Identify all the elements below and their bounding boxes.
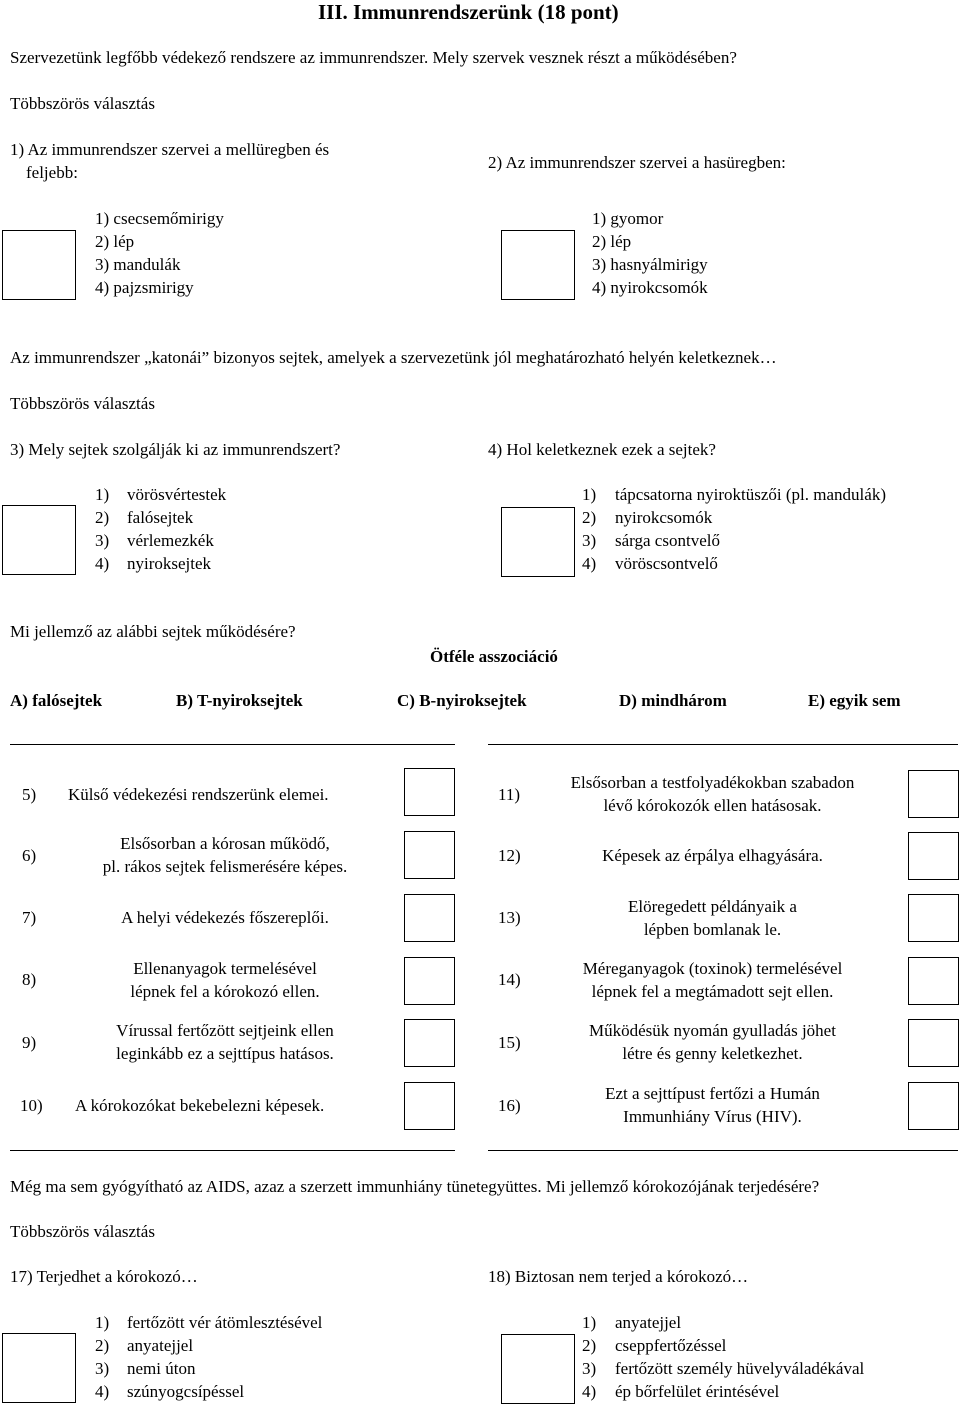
assoc-choice-d: D) mindhárom (619, 691, 727, 710)
q3-option-num: 3) (95, 531, 110, 550)
divider (488, 1150, 958, 1151)
item-text: A kórokozókat bekebelezni képesek. (75, 1096, 325, 1115)
item-text: A helyi védekezés főszereplői. (121, 908, 329, 927)
q1-answer-box[interactable] (2, 230, 76, 300)
q3-option-text: vörösvértestek (127, 485, 227, 504)
item-text: Immunhiány Vírus (HIV). (623, 1107, 802, 1126)
q18-option-text: ép bőrfelület érintésével (615, 1382, 780, 1401)
multi-choice-label-1: Többszörös választás (10, 94, 155, 113)
item-text: lépnek fel a megtámadott sejt ellen. (591, 982, 834, 1001)
assoc-choice-c: C) B-nyiroksejtek (397, 691, 527, 710)
q17-option-num: 2) (95, 1336, 110, 1355)
q4-answer-box[interactable] (501, 507, 575, 577)
item-answer-box[interactable] (404, 1082, 455, 1130)
q17-option-num: 4) (95, 1382, 110, 1401)
q17-option-num: 1) (95, 1313, 110, 1332)
q4-option-num: 1) (582, 485, 597, 504)
item-num: 7) (22, 908, 37, 927)
q3-text: 3) Mely sejtek szolgálják ki az immunrendszert? (10, 440, 341, 459)
divider (488, 744, 958, 745)
divider (10, 744, 455, 745)
q3-answer-box[interactable] (2, 505, 76, 575)
q18-option-num: 2) (582, 1336, 597, 1355)
q17-option-text: anyatejjel (127, 1336, 194, 1355)
q1-option: 3) mandulák (95, 255, 181, 274)
item-answer-box[interactable] (908, 832, 959, 880)
item-text: Vírussal fertőzött sejtjeink ellen (116, 1021, 334, 1040)
item-answer-box[interactable] (908, 894, 959, 942)
item-num: 6) (22, 846, 37, 865)
q1-text-line2: feljebb: (26, 163, 78, 182)
cells-intro-text: Az immunrendszer „katonái” bizonyos sejtek, amelyek a szervezetünk jól meghatározható helyén keletkeznek… (10, 348, 777, 367)
q2-answer-box[interactable] (501, 230, 575, 300)
q4-option-text: sárga csontvelő (615, 531, 720, 550)
item-text: Ellenanyagok termelésével (133, 959, 317, 978)
q18-option-text: fertőzött személy hüvelyváladékával (615, 1359, 865, 1378)
q17-text: 17) Terjedhet a kórokozó… (10, 1267, 198, 1286)
item-text: Képesek az érpálya elhagyására. (602, 846, 823, 865)
item-num: 11) (498, 785, 521, 804)
item-text: Külső védekezési rendszerünk elemei. (68, 785, 329, 804)
item-answer-box[interactable] (908, 957, 959, 1005)
item-num: 15) (498, 1033, 521, 1052)
q3-option-num: 2) (95, 508, 110, 527)
item-num: 16) (498, 1096, 521, 1115)
q4-text: 4) Hol keletkeznek ezek a sejtek? (488, 440, 716, 459)
multi-choice-label-3: Többszörös választás (10, 1222, 155, 1241)
item-text: létre és genny keletkezhet. (622, 1044, 803, 1063)
q2-option: 2) lép (592, 232, 632, 251)
item-num: 14) (498, 970, 521, 989)
q17-option-text: nemi úton (127, 1359, 196, 1378)
q4-option-text: nyirokcsomók (615, 508, 713, 527)
item-text: pl. rákos sejtek felismerésére képes. (102, 857, 348, 876)
assoc-choice-a: A) falósejtek (10, 691, 103, 710)
q4-option-num: 2) (582, 508, 597, 527)
item-text: Működésük nyomán gyulladás jöhet (589, 1021, 836, 1040)
item-answer-box[interactable] (908, 1082, 959, 1130)
item-num: 12) (498, 846, 521, 865)
item-text: Elsősorban a testfolyadékokban szabadon (570, 773, 855, 792)
q4-option-num: 4) (582, 554, 597, 573)
q4-option-text: vöröscsontvelő (615, 554, 718, 573)
q1-option: 4) pajzsmirigy (95, 278, 194, 297)
item-num: 13) (498, 908, 521, 927)
item-text: leginkább ez a sejttípus hatásos. (116, 1044, 334, 1063)
q18-option-num: 3) (582, 1359, 597, 1378)
q3-option-text: vérlemezkék (127, 531, 214, 550)
q18-option-text: cseppfertőzéssel (615, 1336, 727, 1355)
q2-option: 4) nyirokcsomók (592, 278, 708, 297)
item-answer-box[interactable] (908, 770, 959, 818)
q4-option-text: tápcsatorna nyiroktüszői (pl. mandulák) (615, 485, 886, 504)
assoc-choice-b: B) T-nyiroksejtek (176, 691, 303, 710)
item-answer-box[interactable] (404, 957, 455, 1005)
assoc-choice-e: E) egyik sem (808, 691, 901, 710)
divider (10, 1150, 455, 1151)
q1-option: 2) lép (95, 232, 135, 251)
item-answer-box[interactable] (908, 1019, 959, 1067)
item-num: 10) (20, 1096, 43, 1115)
item-num: 9) (22, 1033, 37, 1052)
q18-option-num: 1) (582, 1313, 597, 1332)
item-text: lépben bomlanak le. (643, 920, 782, 939)
multi-choice-label-2: Többszörös választás (10, 394, 155, 413)
page-title: III. Immunrendszerünk (18 pont) (318, 0, 619, 24)
q1-option: 1) csecsemőmirigy (95, 209, 224, 228)
item-text: Ezt a sejttípust fertőzi a Humán (605, 1084, 820, 1103)
q17-option-num: 3) (95, 1359, 110, 1378)
item-num: 5) (22, 785, 37, 804)
item-text: lévő kórokozók ellen hatásosak. (603, 796, 822, 815)
q17-option-text: szúnyogcsípéssel (127, 1382, 245, 1401)
q2-text: 2) Az immunrendszer szervei a hasüregben: (488, 153, 786, 172)
item-text: Elsősorban a kórosan működő, (120, 834, 330, 853)
q4-option-num: 3) (582, 531, 597, 550)
q3-option-num: 1) (95, 485, 110, 504)
assoc-label: Ötféle asszociáció (430, 647, 558, 666)
q3-option-text: falósejtek (127, 508, 194, 527)
q18-option-text: anyatejjel (615, 1313, 682, 1332)
q18-option-num: 4) (582, 1382, 597, 1401)
item-text: Elöregedett példányaik a (628, 897, 797, 916)
q3-option-text: nyiroksejtek (127, 554, 212, 573)
item-answer-box[interactable] (404, 831, 455, 879)
aids-intro-text: Még ma sem gyógyítható az AIDS, azaz a szerzett immunhiány tünetegyüttes. Mi jellemző kórokozójának terjedésére? (10, 1177, 820, 1196)
item-answer-box[interactable] (404, 1019, 455, 1067)
item-num: 8) (22, 970, 37, 989)
q18-text: 18) Biztosan nem terjed a kórokozó… (488, 1267, 749, 1286)
item-answer-box[interactable] (404, 768, 455, 816)
q2-option: 3) hasnyálmirigy (592, 255, 708, 274)
q18-answer-box[interactable] (501, 1334, 575, 1404)
q17-answer-box[interactable] (2, 1333, 76, 1403)
q3-option-num: 4) (95, 554, 110, 573)
q2-option: 1) gyomor (592, 209, 664, 228)
item-answer-box[interactable] (404, 894, 455, 942)
intro-text: Szervezetünk legfőbb védekező rendszere az immunrendszer. Mely szervek vesznek részt a működésében? (10, 48, 737, 67)
q17-option-text: fertőzött vér átömlesztésével (127, 1313, 323, 1332)
q1-text-line1: 1) Az immunrendszer szervei a mellüregben és (10, 140, 330, 159)
item-text: Méreganyagok (toxinok) termelésével (582, 959, 843, 978)
assoc-question: Mi jellemző az alábbi sejtek működésére? (10, 622, 296, 641)
item-text: lépnek fel a kórokozó ellen. (130, 982, 320, 1001)
